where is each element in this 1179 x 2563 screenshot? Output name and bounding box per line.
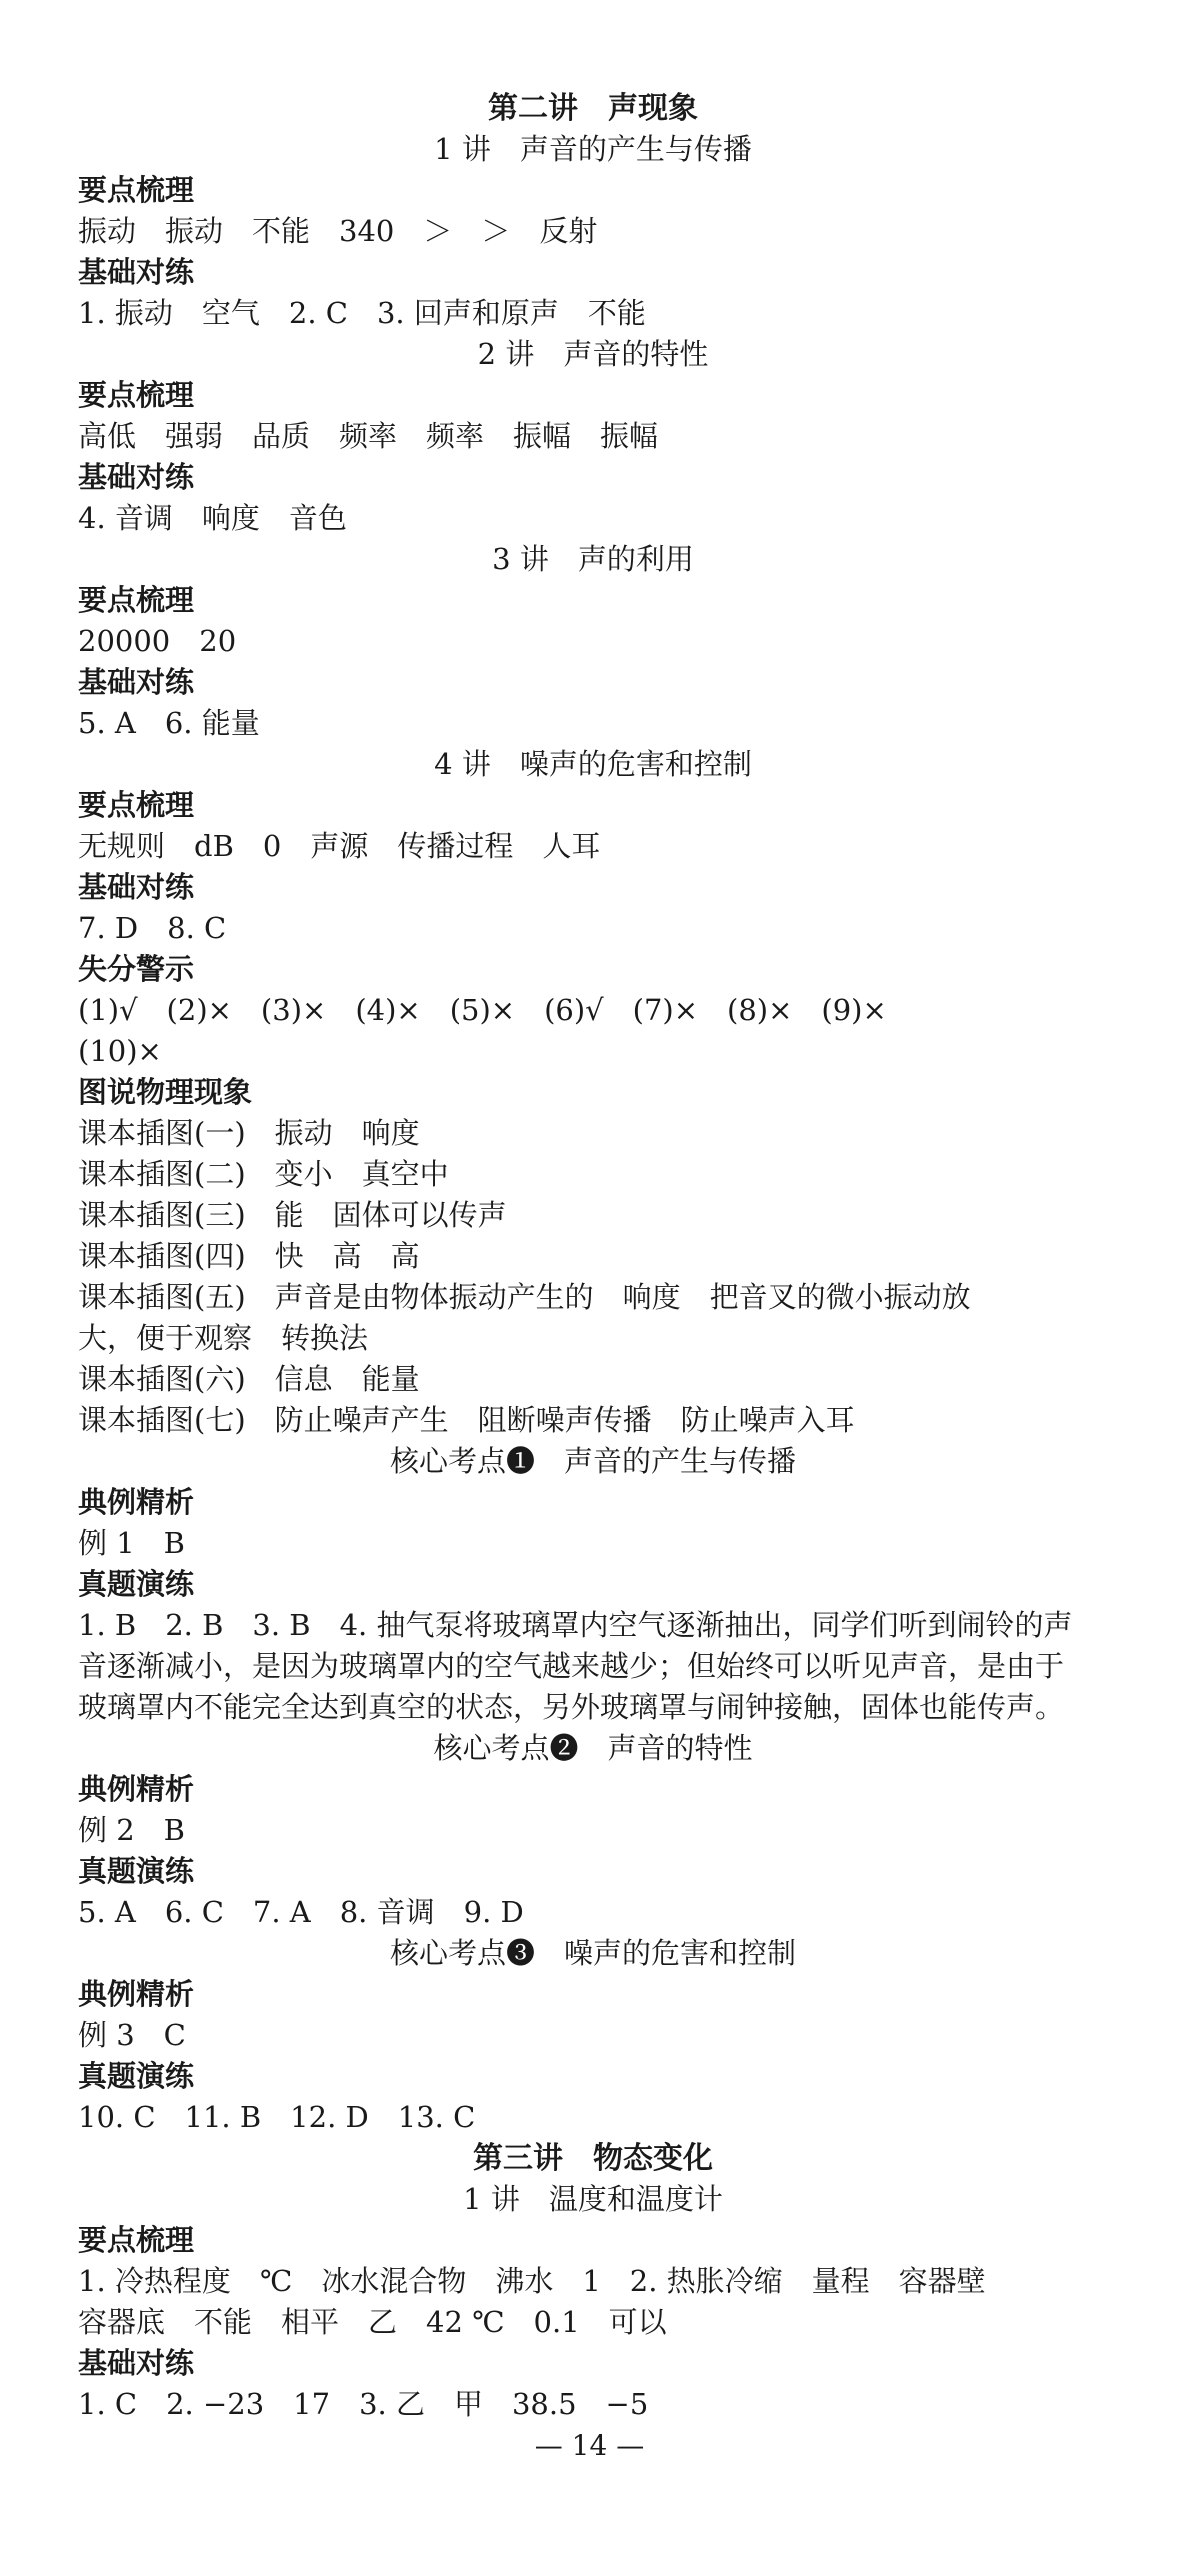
answer-line: 大，便于观察 转换法 [78, 1321, 369, 1355]
section-heading: 基础对练 [78, 665, 195, 699]
answer-line: 课本插图(三) 能 固体可以传声 [78, 1198, 507, 1232]
lesson-title: 1 讲 声音的产生与传播 [434, 132, 752, 166]
answer-line: 1. 振动 空气 2. C 3. 回声和原声 不能 [78, 296, 646, 330]
section-heading: 要点梳理 [78, 173, 195, 207]
answer-line: 课本插图(二) 变小 真空中 [78, 1157, 449, 1191]
answer-line: 4. 音调 响度 音色 [78, 501, 347, 535]
answer-line: (10)× [78, 1034, 162, 1068]
lesson-title: 核心考点❶ 声音的产生与传播 [389, 1444, 796, 1478]
answer-line: 高低 强弱 品质 频率 频率 振幅 振幅 [78, 419, 659, 453]
page-number: — 14 — [534, 2429, 645, 2462]
answer-line: 例 1 B [78, 1526, 185, 1560]
answer-line: 1. B 2. B 3. B 4. 抽气泵将玻璃罩内空气逐渐抽出，同学们听到闹铃的声 [78, 1608, 1073, 1642]
section-heading: 要点梳理 [78, 788, 195, 822]
section-heading: 要点梳理 [78, 583, 195, 617]
answer-line: 例 2 B [78, 1813, 185, 1847]
answer-line: 5. A 6. C 7. A 8. 音调 9. D [78, 1895, 524, 1929]
answer-line: (1)√ (2)× (3)× (4)× (5)× (6)√ (7)× (8)× (9)× [78, 993, 887, 1027]
section-heading: 要点梳理 [78, 378, 195, 412]
answer-line: 无规则 dB 0 声源 传播过程 人耳 [78, 829, 601, 863]
section-heading: 典例精析 [78, 1772, 195, 1806]
answer-line: 5. A 6. 能量 [78, 706, 260, 740]
section-heading: 基础对练 [78, 460, 195, 494]
answer-line: 音逐渐减小，是因为玻璃罩内的空气越来越少；但始终可以听见声音，是由于 [78, 1649, 1065, 1683]
chapter-title: 第三讲 物态变化 [473, 2141, 713, 2176]
answer-line: 课本插图(四) 快 高 高 [78, 1239, 420, 1273]
answer-line: 课本插图(一) 振动 响度 [78, 1116, 420, 1150]
answer-line: 容器底 不能 相平 乙 42 ℃ 0.1 可以 [78, 2305, 667, 2339]
answer-line: 1. 冷热程度 ℃ 冰水混合物 沸水 1 2. 热胀冷缩 量程 容器壁 [78, 2264, 986, 2298]
section-heading: 真题演练 [78, 1567, 195, 1601]
lesson-title: 2 讲 声音的特性 [477, 337, 709, 371]
answer-line: 课本插图(七) 防止噪声产生 阻断噪声传播 防止噪声入耳 [78, 1403, 855, 1437]
answer-line: 课本插图(五) 声音是由物体振动产生的 响度 把音叉的微小振动放 [78, 1280, 971, 1314]
section-heading: 基础对练 [78, 870, 195, 904]
answer-line: 20000 20 [78, 624, 237, 658]
section-heading: 真题演练 [78, 2059, 195, 2093]
answer-line: 课本插图(六) 信息 能量 [78, 1362, 420, 1396]
section-heading: 要点梳理 [78, 2223, 195, 2257]
section-heading: 基础对练 [78, 2346, 195, 2380]
lesson-title: 1 讲 温度和温度计 [463, 2182, 723, 2216]
answer-line: 振动 振动 不能 340 ＞ ＞ 反射 [78, 214, 598, 248]
lesson-title: 核心考点❷ 声音的特性 [433, 1731, 753, 1765]
lesson-title: 核心考点❸ 噪声的危害和控制 [389, 1936, 796, 1970]
section-heading: 图说物理现象 [78, 1075, 253, 1109]
answer-line: 玻璃罩内不能完全达到真空的状态，另外玻璃罩与闹钟接触，固体也能传声。 [78, 1690, 1065, 1724]
answer-line: 1. C 2. −23 17 3. 乙 甲 38.5 −5 [78, 2387, 649, 2421]
section-heading: 典例精析 [78, 1977, 195, 2011]
chapter-title: 第二讲 声现象 [488, 91, 698, 126]
answer-line: 10. C 11. B 12. D 13. C [78, 2100, 476, 2134]
section-heading: 失分警示 [78, 952, 195, 986]
lesson-title: 3 讲 声的利用 [492, 542, 694, 576]
section-heading: 典例精析 [78, 1485, 195, 1519]
answer-line: 例 3 C [78, 2018, 186, 2052]
answer-line: 7. D 8. C [78, 911, 227, 945]
answer-content [78, 88, 1108, 2425]
section-heading: 基础对练 [78, 255, 195, 289]
section-heading: 真题演练 [78, 1854, 195, 1888]
lesson-title: 4 讲 噪声的危害和控制 [434, 747, 752, 781]
